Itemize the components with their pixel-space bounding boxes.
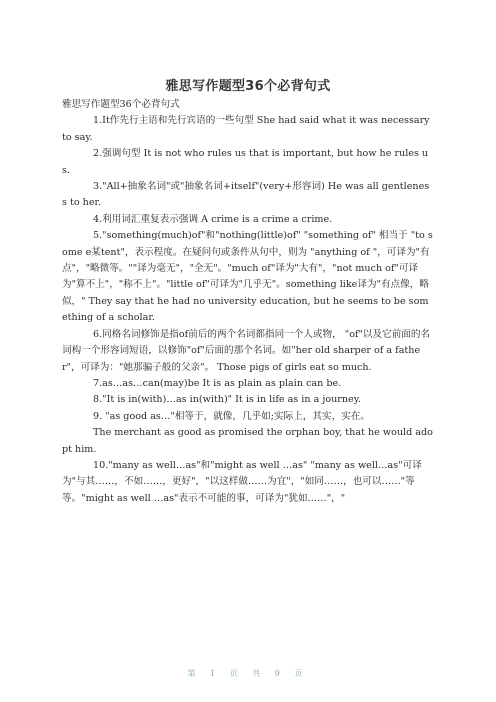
paragraph-5: 5."something(much)of"和"nothing(little)of" "something of" 相当于 "to some e某tent"，表示程度。在疑问句或条件从句中，则为 "anything of "，可译为"有点"，"略微等。""译为毫无"，"全无"。"much of"译为"大有"，"not much of"可译为"算不上"，"称不上"。"little of"可译为"几乎无"。something like译为"有点像，略似，" They say that he had no university education, but he seems to be something of a scholar. xyxy=(62,230,433,324)
paragraph-4: 4.利用词汇重复表示强调 A crime is a crime a crime. xyxy=(93,213,333,225)
paragraph-6: 6.同格名词修饰是指of前后的两个名词都指同一个人或物， "of"以及它前面的名词构一个形容词短语，以修饰"of"后面的那个名词。如"her old sharper of a father"，可译为："她那骗子般的父亲"。 Those pigs of girls eat so much. xyxy=(62,328,431,373)
paragraph-8: 8."It is in(with)…as in(with)" It is in life as in a journey. xyxy=(93,394,361,406)
document-body xyxy=(62,97,434,507)
document-title: 雅思写作题型36个必背句式 xyxy=(165,79,331,94)
paragraph-3: 3."All+抽象名词"或"抽象名词+itself"(very+形容词) He was all gentleness to her. xyxy=(62,181,430,209)
document-subtitle: 雅思写作题型36个必背句式 xyxy=(62,99,180,110)
paragraph-11: 10."many as well…as"和"might as well …as" "many as well…as"可译为"与其……，不如……，更好"，"以这样做……为宜"，"如同……，也可以……"等等。"might as well …as"表示不可能的事，可译为"犹如……"，" xyxy=(62,459,422,504)
paragraph-7: 7.as…as…can(may)be It is as plain as plain can be. xyxy=(93,377,342,389)
paragraph-9: 9. "as good as…"相等于，就像，几乎如;实际上，其实，实在。 xyxy=(93,410,370,422)
paragraph-2: 2.强调句型 It is not who rules us that is important, but how he rules us. xyxy=(62,148,429,176)
paragraph-10: The merchant as good as promised the orphan boy, that he would adopt him. xyxy=(62,427,433,455)
page-footer: 第 1 页 共 9 页 xyxy=(187,669,309,678)
paragraph-1: 1.It作先行主语和先行宾语的一些句型 She had said what it was necessary to say. xyxy=(62,115,430,143)
